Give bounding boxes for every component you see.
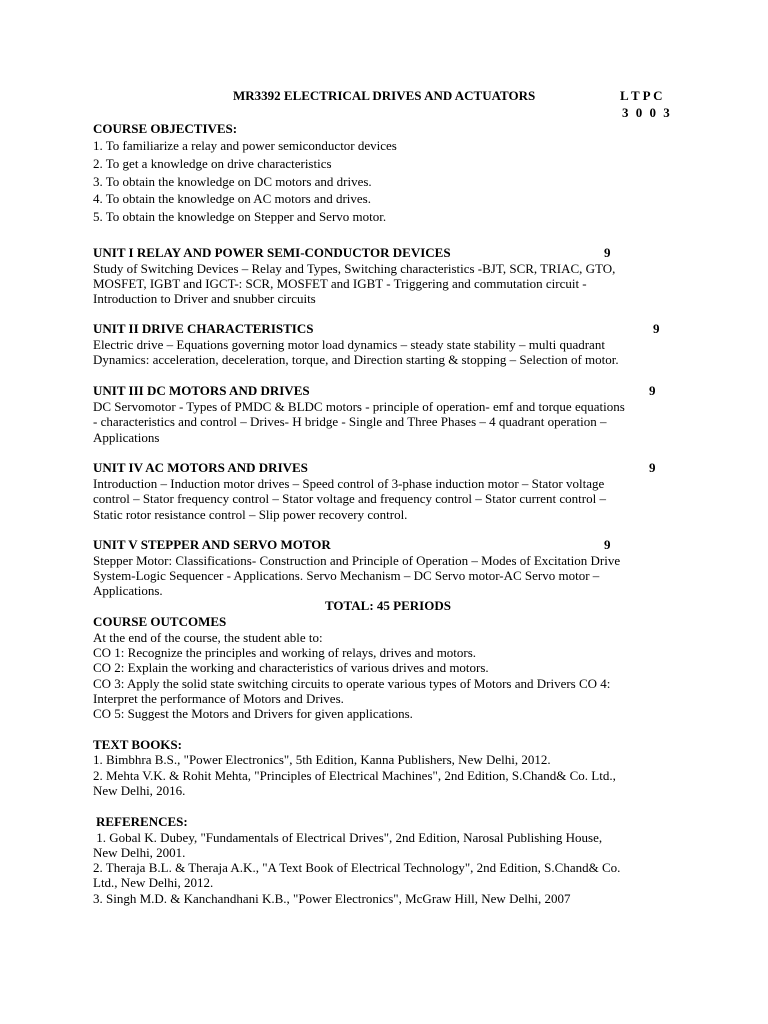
- reference-line: 3. Singh M.D. & Kanchandhani K.B., "Power Electronics", McGraw Hill, New Delhi, 2007: [93, 891, 571, 906]
- unit-hours: 9: [649, 460, 656, 475]
- unit-hours: 9: [653, 321, 660, 336]
- unit-hours: 9: [604, 537, 611, 552]
- unit-text: System-Logic Sequencer - Applications. Servo Mechanism – DC Servo motor-AC Servo motor –: [93, 568, 600, 583]
- ltpc-values: 3 0 0 3: [622, 105, 670, 120]
- objective-item: 2. To get a knowledge on drive characteristics: [93, 156, 332, 171]
- total-periods: TOTAL: 45 PERIODS: [325, 598, 451, 613]
- unit-heading: UNIT III DC MOTORS AND DRIVES: [93, 383, 310, 398]
- unit-text: Electric drive – Equations governing motor load dynamics – steady state stability – multi quadrant: [93, 337, 605, 352]
- unit-text: DC Servomotor - Types of PMDC & BLDC motors - principle of operation- emf and torque equations: [93, 399, 625, 414]
- objective-item: 4. To obtain the knowledge on AC motors and drives.: [93, 191, 371, 206]
- course-title: MR3392 ELECTRICAL DRIVES AND ACTUATORS: [233, 88, 536, 103]
- unit-text: Introduction to Driver and snubber circuits: [93, 291, 316, 306]
- ltpc-label: L T P C: [620, 88, 663, 103]
- unit-hours: 9: [649, 383, 656, 398]
- outcome-line: CO 1: Recognize the principles and working of relays, drives and motors.: [93, 645, 477, 660]
- outcomes-heading: COURSE OUTCOMES: [93, 614, 227, 629]
- outcome-line: CO 5: Suggest the Motors and Drivers for given applications.: [93, 706, 413, 721]
- objective-item: 1. To familiarize a relay and power semiconductor devices: [93, 138, 397, 153]
- objective-item: 5. To obtain the knowledge on Stepper and Servo motor.: [93, 209, 387, 224]
- outcome-line: CO 2: Explain the working and characteristics of various drives and motors.: [93, 660, 489, 675]
- unit-text: Stepper Motor: Classifications- Construction and Principle of Operation – Modes of Excitation Drive: [93, 553, 621, 568]
- reference-line: 1. Gobal K. Dubey, "Fundamentals of Electrical Drives", 2nd Edition, Narosal Publishing House,: [93, 830, 603, 845]
- reference-line: Ltd., New Delhi, 2012.: [93, 875, 214, 890]
- unit-text: MOSFET, IGBT and IGCT-: SCR, MOSFET and IGBT - Triggering and commutation circuit -: [93, 276, 587, 291]
- unit-hours: 9: [604, 245, 611, 260]
- textbook-line: New Delhi, 2016.: [93, 783, 186, 798]
- unit-text: Applications: [93, 430, 160, 445]
- outcome-line: At the end of the course, the student able to:: [93, 630, 323, 645]
- unit-heading: UNIT V STEPPER AND SERVO MOTOR: [93, 537, 331, 552]
- unit-text: - characteristics and control – Drives- H bridge - Single and Three Phases – 4 quadrant operation –: [93, 414, 607, 429]
- unit-text: Static rotor resistance control – Slip power recovery control.: [93, 507, 408, 522]
- unit-text: Introduction – Induction motor drives – Speed control of 3-phase induction motor – Stator voltage: [93, 476, 605, 491]
- references-heading: REFERENCES:: [96, 814, 188, 829]
- unit-text: Dynamics: acceleration, deceleration, torque, and Direction starting & stopping – Selection of motor.: [93, 352, 619, 367]
- unit-text: Applications.: [93, 583, 163, 598]
- outcome-line: Interpret the performance of Motors and Drives.: [93, 691, 344, 706]
- outcome-line: CO 3: Apply the solid state switching circuits to operate various types of Motors and Drivers CO 4:: [93, 676, 611, 691]
- reference-line: New Delhi, 2001.: [93, 845, 186, 860]
- unit-heading: UNIT IV AC MOTORS AND DRIVES: [93, 460, 308, 475]
- unit-text: Study of Switching Devices – Relay and Types, Switching characteristics -BJT, SCR, TRIAC, GTO,: [93, 261, 616, 276]
- objectives-heading: COURSE OBJECTIVES:: [93, 121, 238, 136]
- reference-line: 2. Theraja B.L. & Theraja A.K., "A Text Book of Electrical Technology", 2nd Edition, S.Chand& Co.: [93, 860, 621, 875]
- textbooks-heading: TEXT BOOKS:: [93, 737, 182, 752]
- unit-heading: UNIT I RELAY AND POWER SEMI-CONDUCTOR DEVICES: [93, 245, 451, 260]
- textbook-line: 1. Bimbhra B.S., "Power Electronics", 5th Edition, Kanna Publishers, New Delhi, 2012.: [93, 752, 551, 767]
- textbook-line: 2. Mehta V.K. & Rohit Mehta, "Principles of Electrical Machines", 2nd Edition, S.Chand& Co. Ltd.,: [93, 768, 616, 783]
- unit-heading: UNIT II DRIVE CHARACTERISTICS: [93, 321, 314, 336]
- objective-item: 3. To obtain the knowledge on DC motors and drives.: [93, 174, 372, 189]
- unit-text: control – Stator frequency control – Stator voltage and frequency control – Stator current control –: [93, 491, 606, 506]
